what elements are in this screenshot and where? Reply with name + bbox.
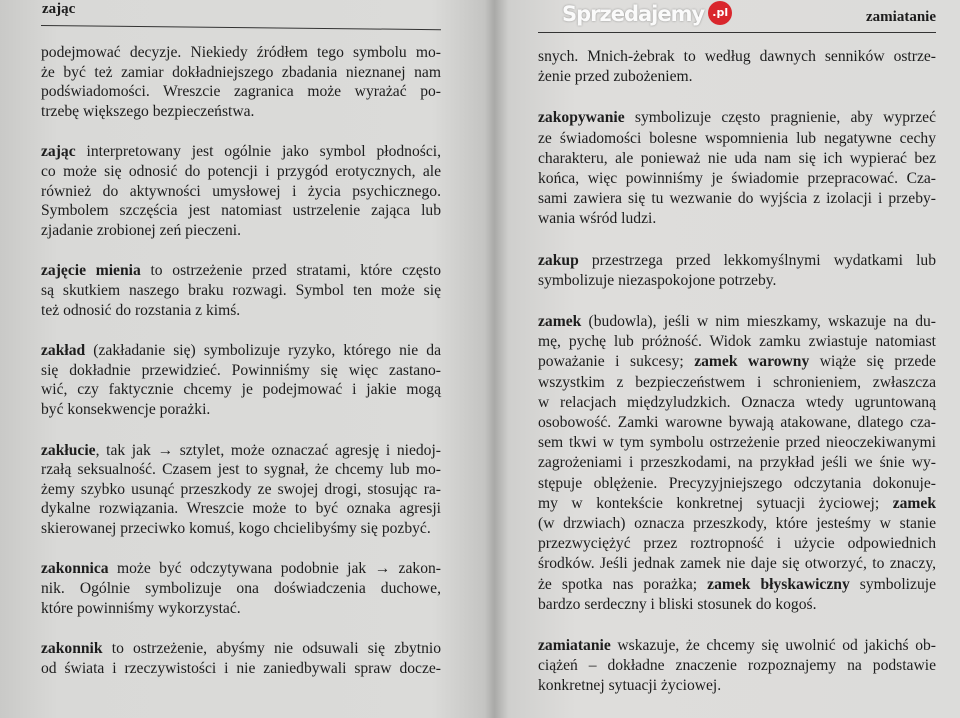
entry-text: , tak jak → sztylet, może oznaczać agresję i niedoj- — [95, 441, 441, 459]
text-line — [41, 559, 441, 579]
header-rule — [538, 32, 936, 33]
entry-headword: zakonnik — [41, 640, 103, 658]
text-line: wania wśród ludzi. — [538, 210, 657, 228]
text-line: Symbolem szczęścia jest natomiast ustrzelenie zająca lub — [41, 202, 441, 220]
text-line: trzebę większego bezpieczeństwa. — [41, 102, 255, 120]
text-line — [41, 142, 441, 162]
entry-headword: zamek — [892, 494, 936, 512]
entry-text: interpretowany jest ogólnie jako symbol płodności, — [75, 143, 441, 161]
watermark-badge: .pl — [708, 1, 732, 25]
entry-text: symbolizuje — [849, 575, 936, 593]
text-line: też odnosić do rozstania z kimś. — [41, 301, 241, 319]
page-body — [538, 47, 936, 718]
dictionary-entry — [41, 639, 441, 678]
text-line: ciążeń – dokładne znaczenie rozpoznajemy na podstawie — [538, 657, 936, 675]
entry-text: (budowla), jeśli w nim mieszkamy, wskazuje na du- — [581, 313, 936, 331]
text-line — [538, 108, 936, 128]
text-line — [41, 639, 441, 659]
entry-text: wiąże się przede — [809, 353, 936, 371]
text-line — [538, 312, 936, 332]
running-head: zamiatanie — [866, 9, 936, 25]
text-line: symbolizuje niezaspokojone potrzeby. — [538, 271, 777, 289]
dictionary-entry — [538, 636, 936, 697]
text-line — [538, 494, 936, 514]
entry-headword: zakopywanie — [538, 109, 625, 127]
entry-text: my w kontekście konkretnej sytuacji życiowej; — [538, 494, 893, 512]
dictionary-entry — [538, 251, 936, 291]
watermark-logo — [562, 1, 732, 27]
entry-text: symbolizuje często pragnienie, aby wyprzeć — [624, 109, 936, 127]
text-line — [41, 261, 441, 281]
text-line: konkretnej sytuacji życiowej. — [538, 677, 722, 695]
text-line: co może się odnosić do potencji i przygód erotycznych, ale — [41, 162, 441, 180]
text-line: nik. Ogólnie symbolizuje ona doświadczenia duchowe, — [41, 580, 441, 598]
text-line: charakteru, ale ponieważ nie uda nam się ich wypierać bez — [538, 149, 936, 167]
text-line: żenie przed zubożeniem. — [538, 68, 693, 86]
page-body — [41, 43, 441, 699]
entry-text: (zakładanie się) symbolizuje ryzyko, którego nie da — [85, 342, 441, 360]
text-line — [538, 575, 936, 595]
entry-headword: zamek warowny — [694, 353, 810, 371]
text-line — [538, 251, 936, 271]
text-line: dykalne rozwiązania. Wreszcie może to być oznaka agresji — [41, 500, 441, 518]
text-line — [41, 341, 441, 361]
text-line: które powinniśmy wykorzystać. — [41, 599, 241, 617]
dictionary-entry — [41, 142, 441, 240]
text-line: również do aktywności umysłowej i życia psychicznego. — [41, 182, 441, 200]
text-line: zagrożeniami i przeszkodami, na przykład jeśli we śnie wy- — [538, 454, 936, 472]
dictionary-entry — [41, 559, 441, 618]
text-line: skierowanej przeciwko komuś, kogo chcielibyśmy się pozbyć. — [41, 519, 431, 537]
dictionary-entry — [538, 108, 936, 229]
text-line — [538, 636, 936, 656]
text-line: sem tkwi w tym symbolu ostrzeżenie przed nieoczekiwanymi — [538, 434, 936, 452]
text-line: snych. Mnich-żebrak to według dawnych senników ostrze- — [538, 48, 936, 65]
entry-text: przestrzega przed lekkomyślnymi wydatkami lub — [578, 251, 936, 269]
entry-text: że spotka nas porażka; — [538, 575, 708, 593]
entry-text: może być odczytywana podobnie jak → zakon- — [108, 560, 441, 578]
text-line: wszystkim z bezpieczeństwem i schronieniem, zwłaszcza — [538, 373, 936, 391]
entry-headword: zajęcie mienia — [41, 262, 141, 280]
text-line: sami zawiera się tu wezwanie do wyjścia z izolacji i przeby- — [538, 190, 936, 208]
entry-text: poważanie i sukcesy; — [538, 353, 695, 371]
running-head: zając — [42, 1, 76, 17]
text-line: mę, pychę lub próżność. Widok zamku zwiastuje natomiast — [538, 333, 936, 351]
text-line: środków. Jeśli jednak zamek nie daje się otworzyć, to znaczy, — [538, 555, 936, 573]
entry-headword: zając — [41, 143, 76, 161]
text-line: podświadomości. Wreszcie zagranica może wyrażać po- — [41, 83, 441, 101]
entry-headword: zakup — [538, 251, 579, 269]
text-line: ze świadomości bolesne wspomnienia lub negatywne cechy — [538, 129, 936, 147]
text-line: końca, więc powinniśmy je świadomie przepracować. Cza- — [538, 170, 936, 188]
text-line: rzałą seksualność. Czasem jest to sygnał, że chcemy lub mo- — [41, 461, 441, 479]
text-line: przezwyciężyć przez roztropność i użycie odpowiednich — [538, 535, 936, 553]
dictionary-entry — [538, 47, 936, 87]
text-line: być konsekwencje porażki. — [41, 400, 211, 418]
entry-text: to ostrzeżenie, abyśmy nie odsuwali się zbytnio — [102, 640, 441, 658]
header-rule — [41, 25, 441, 30]
text-line: podejmować decyzje. Niekiedy źródłem tego symbolu mo- — [41, 44, 441, 61]
dictionary-entry — [41, 43, 441, 121]
dictionary-entry — [41, 261, 441, 320]
text-line: wić, czy faktycznie chcemy je podejmować i jakie mogą — [41, 381, 441, 399]
text-line — [538, 352, 936, 372]
dictionary-entry — [538, 312, 936, 615]
text-line: od świata i rzeczywistości i nie zaniedbywali spraw docze- — [41, 659, 441, 677]
text-line: zjadanie zrobionej zeń pieczeni. — [41, 221, 242, 239]
text-line: są skutkiem naszego braku rozwagi. Symbol ten może się — [41, 281, 441, 299]
watermark-text: Sprzedajemy — [562, 2, 705, 26]
entry-text: wskazuje, że chcemy się uwolnić od jakichś ob- — [610, 637, 936, 655]
text-line: się dokładnie przewidzieć. Powinniśmy się więc zastano- — [41, 361, 441, 379]
text-line — [41, 441, 441, 461]
text-line: że być też zamiar dokładniejszego zbadania nieznanej nam — [41, 63, 441, 81]
text-line: (w drzwiach) oznacza przeszkody, które jesteśmy w stanie — [538, 515, 936, 533]
entry-headword: zamek — [538, 313, 582, 331]
text-line: stępuje oblężenie. Precyzyjniejszego odczytania dokonuje- — [538, 474, 936, 492]
dictionary-entry — [41, 341, 441, 419]
entry-text: to ostrzeżenie przed stratami, które często — [140, 262, 442, 280]
entry-headword: zamek błyskawiczny — [707, 575, 850, 593]
text-line: bardzo serdeczny i bliski stosunek do kogoś. — [538, 595, 817, 613]
entry-headword: zakłucie — [41, 441, 96, 459]
dictionary-entry — [41, 441, 441, 539]
text-line: w relacjach międzyludzkich. Oznacza wtedy ugruntowaną — [538, 393, 936, 411]
entry-headword: zakonnica — [41, 560, 109, 578]
text-line: żemy szybko usunąć przeszkody ze swojej drogi, stosując ra- — [41, 480, 441, 498]
entry-headword: zamiatanie — [538, 637, 611, 655]
entry-headword: zakład — [41, 342, 86, 360]
text-line: osobowość. Zamki warowne bywają atakowane, dlatego cza- — [538, 414, 936, 432]
